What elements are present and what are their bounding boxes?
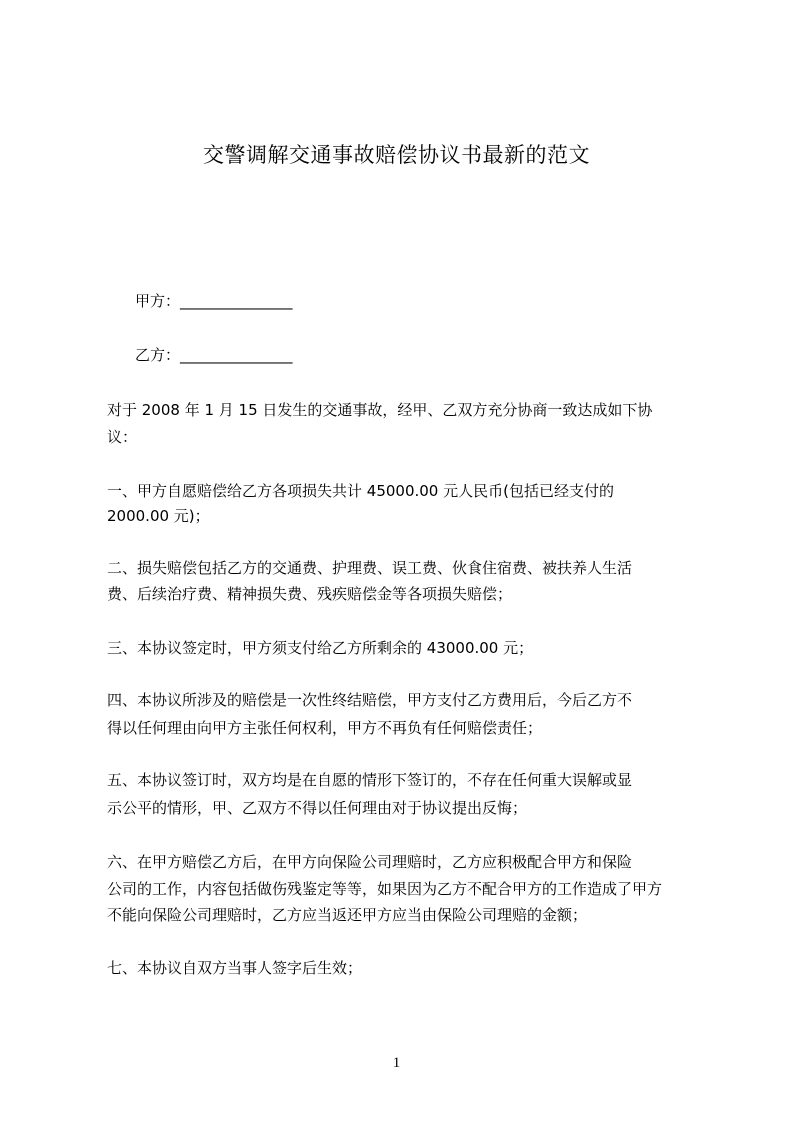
paragraph-intro-line-1: 对于 2008 年 1 月 15 日发生的交通事故，经甲、乙双方充分协商一致达成如下协 (107, 401, 653, 419)
clause-2-line-2: 费、后续治疗费、精神损失费、残疾赔偿金等各项损失赔偿； (107, 585, 513, 603)
page-number: 1 (392, 1055, 401, 1071)
clause-6-line-3: 不能向保险公司理赔时，乙方应当返还甲方应当由保险公司理赔的金额； (107, 906, 588, 924)
clause-3-line-1: 三、本协议签定时，甲方须支付给乙方所剩余的 43000.00 元； (107, 639, 534, 657)
document-title: 交警调解交通事故赔偿协议书最新的范文 (203, 143, 590, 167)
clause-1-line-1: 一、甲方自愿赔偿给乙方各项损失共计 45000.00 元人民币(包括已经支付的 (107, 482, 614, 500)
party-a-line: 甲方：_______________ (135, 292, 293, 310)
party-b-line: 乙方：_______________ (135, 346, 293, 364)
clause-6-line-1: 六、在甲方赔偿乙方后，在甲方向保险公司理赔时，乙方应积极配合甲方和保险 (107, 853, 633, 871)
clause-5-line-2: 示公平的情形，甲、乙双方不得以任何理由对于协议提出反悔； (107, 799, 528, 817)
clause-1-line-2: 2000.00 元)； (107, 507, 210, 525)
clause-4-line-1: 四、本协议所涉及的赔偿是一次性终结赔偿，甲方支付乙方费用后，今后乙方不 (107, 691, 633, 709)
paragraph-intro-line-2: 议： (107, 428, 138, 446)
clause-7-line-1: 七、本协议自双方当事人签字后生效； (107, 959, 363, 977)
clause-6-line-2: 公司的工作，内容包括做伤残鉴定等等，如果因为乙方不配合甲方的工作造成了甲方 (107, 880, 663, 898)
clause-5-line-1: 五、本协议签订时，双方均是在自愿的情形下签订的，不存在任何重大误解或显 (107, 771, 633, 789)
clause-2-line-1: 二、损失赔偿包括乙方的交通费、护理费、误工费、伙食住宿费、被扶养人生活 (107, 559, 633, 577)
clause-4-line-2: 得以任何理由向甲方主张任何权利，甲方不再负有任何赔偿责任； (107, 719, 543, 737)
